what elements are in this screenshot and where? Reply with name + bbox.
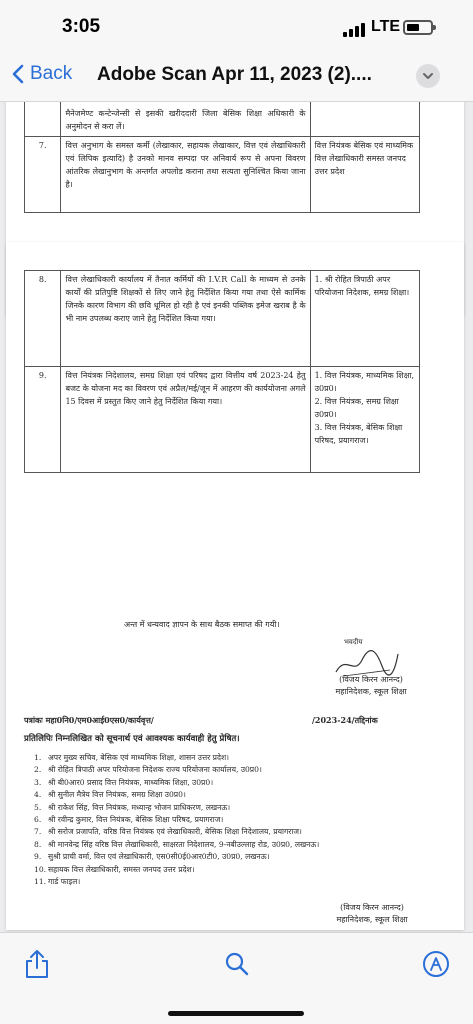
- share-icon: [24, 949, 50, 979]
- list-item: 6. श्री रवीन्द्र कुमार, वित्त नियंत्रक, बेसिक शिक्षा परिषद, प्रयागराज।: [34, 815, 224, 825]
- list-item: 1. वित्त नियंत्रक, माध्यमिक शिक्षा, उ0प्र0।: [314, 371, 415, 393]
- table-cell-num: 7.: [25, 137, 61, 213]
- list-item: 3. वित्त नियंत्रक, बेसिक शिक्षा परिषद, प्रयागराज।: [314, 423, 403, 445]
- status-bar: [0, 0, 473, 50]
- copy-to-list: [34, 752, 426, 888]
- document-title: Adobe Scan Apr 11, 2023 (2)....: [97, 64, 372, 85]
- back-label: Back: [30, 63, 73, 84]
- back-button[interactable]: [12, 63, 72, 85]
- list-item: 5. श्री राकेश सिंह, वित्त नियंत्रक, मध्यान्ह भोजन प्राधिकरण, लखनऊ।: [34, 802, 231, 812]
- signatory-name: (विजय किरन आनन्द): [339, 675, 403, 684]
- markup-button[interactable]: [421, 949, 451, 979]
- list-item: 2. वित्त नियंत्रक, समग्र शिक्षा उ0प्र0।: [314, 397, 399, 419]
- minutes-table-page-1: [24, 102, 420, 213]
- reference-date: /2023-24/तद्दिनांक: [312, 715, 378, 725]
- copy-to-heading: प्रतिलिपिः निम्नलिखित को सूचनार्थ एवं आवश्यक कार्यवाही हेतु प्रेषित।: [24, 734, 240, 744]
- list-item: 10. सहायक वित्त लेखाधिकारी, समस्त जनपद उत्तर प्रदेश।: [34, 864, 195, 874]
- status-time: 3:05: [62, 16, 101, 37]
- list-item: 4. श्री सुनील मैत्रेय वित्त नियंत्रक, समग्र शिक्षा उ0प्र0।: [34, 790, 186, 800]
- table-cell-desc: वित्त लेखाधिकारी कार्यालय में तैनात कर्मियों की I.V.R Call के माध्यम से उनके कार्यों की प्रतिपुष्टि शिक्षकों से लिए जाने हेतु निर्देशित किया गया तथा ऐसे कार्मिक जिनके कारण विभाग की छवि धूमिल हो रही है एवं इनकी पब्लिक इमेज खराब है के भी नाम उपलब्ध कराए जाने हेतु निर्देशित किया गया।: [61, 271, 310, 367]
- table-cell-desc: वित्त अनुभाग के समस्त कर्मी (लेखाकार, सहायक लेखाकार, वित्त एवं लेखाधिकारी एवं लिपिक इत्यादि) है उनको मानव सम्पदा पर अनिवार्य रूप से अपना विवरण आंतरिक लेखानुभाग के अन्तर्गत अपलोड कराना तथा सत्यता सुनिश्चित किया जाना है।: [61, 137, 310, 213]
- list-item: 7. श्री सरोज प्रजापति, वरिष्ठ वित्त नियंत्रक एवं लेखाधिकारी, बेसिक शिक्षा निदेशालय, प्रयागराज।: [34, 827, 302, 837]
- chevron-left-icon: [12, 64, 24, 84]
- table-cell-resp: वित्त नियंत्रक बेसिक एवं माध्यमिक वित्त लेखाधिकारी समस्त जनपद उत्तर प्रदेश: [310, 137, 419, 213]
- search-icon: [224, 951, 250, 977]
- table-cell-desc: मैनेजमेण्ट कन्टेन्जेन्सी से इसकी खरीददारी जिला बेसिक शिक्षा अधिकारी के अनुमोदन से करा लें।: [61, 102, 310, 137]
- list-item: 1. श्री रोहित त्रिपाठी अपर परियोजना निदेशक, समग्र शिक्षा।: [314, 275, 410, 297]
- table-cell-num: 9.: [25, 367, 61, 473]
- list-item: 8. श्री मानवेन्द्र सिंह वरिष्ठ वित्त लेखाधिकारी, साक्षरता निदेशालय, 9-नबीउल्लाह रोड, उ0प्र0, लखनऊ।: [34, 839, 320, 849]
- closing-note: अन्त में धन्यवाद ज्ञापन के साथ बैठक समाप्त की गयी।: [124, 620, 280, 629]
- signatory-name: (विजय किरन आनन्द): [340, 903, 404, 912]
- cellular-signal-icon: [343, 23, 365, 37]
- signature-block-1: [306, 674, 436, 698]
- list-item: 11. गार्ड फाइल।: [34, 877, 81, 887]
- sign-off-text: भवदीय: [344, 638, 363, 646]
- markup-icon: [422, 950, 450, 978]
- network-type: LTE: [371, 18, 401, 35]
- list-item: 9. सुश्री प्राची वर्मा, वित्त एवं लेखाधिकारी, एस0सी0ई0आर0टी0, उ0प्र0, लखनऊ।: [34, 852, 270, 862]
- list-item: 2. श्री रोहित त्रिपाठी अपर परियोजना निदेशक राज्य परियोजना कार्यालय, उ0प्र0।: [34, 765, 262, 775]
- minutes-table-page-2: [24, 270, 420, 473]
- chevron-down-icon: [422, 72, 434, 80]
- signatory-title: महानिदेशक, स्कूल शिक्षा: [336, 915, 408, 924]
- search-button[interactable]: [222, 949, 252, 979]
- signatory-title: महानिदेशक, स्कूल शिक्षा: [335, 687, 407, 696]
- battery-icon: [403, 20, 433, 35]
- home-indicator: [168, 1011, 304, 1016]
- table-cell-num: 8.: [25, 271, 61, 367]
- navigation-bar: [0, 50, 473, 102]
- table-row: [25, 367, 420, 473]
- table-row: [25, 271, 420, 367]
- signature-block-2: [302, 902, 442, 926]
- list-item: 3. श्री बी0आर0 प्रसाद वित्त नियंत्रक, माध्यमिक शिक्षा, उ0प्र0।: [34, 777, 214, 787]
- table-row: [25, 137, 420, 213]
- table-row: [25, 102, 420, 137]
- document-viewer[interactable]: [0, 102, 473, 932]
- table-cell-resp: [310, 367, 419, 473]
- table-cell-desc: वित्त नियंत्रक निदेशालय, समग्र शिक्षा एवं परिषद द्वारा वित्तीय वर्ष 2023-24 हेतु बजट के योजना मद का विवरण एवं अप्रैल/मई/जून में आहरण की कार्ययोजना अगले 15 दिवस में प्रस्तुत किए जाने हेतु निर्देशित किया गया।: [61, 367, 310, 473]
- table-cell-resp: [310, 271, 419, 367]
- bottom-toolbar: [0, 932, 473, 1024]
- document-page-2: [6, 242, 464, 930]
- share-button[interactable]: [22, 949, 52, 979]
- title-menu-button[interactable]: [416, 64, 440, 88]
- reference-number: पत्रांकः महा0नि0/एम0आई0एस0/कार्यवृत्त/: [24, 715, 154, 725]
- list-item: 1. अपर मुख्य सचिव, बेसिक एवं माध्यमिक शिक्षा, शासन उत्तर प्रदेश।: [34, 753, 230, 762]
